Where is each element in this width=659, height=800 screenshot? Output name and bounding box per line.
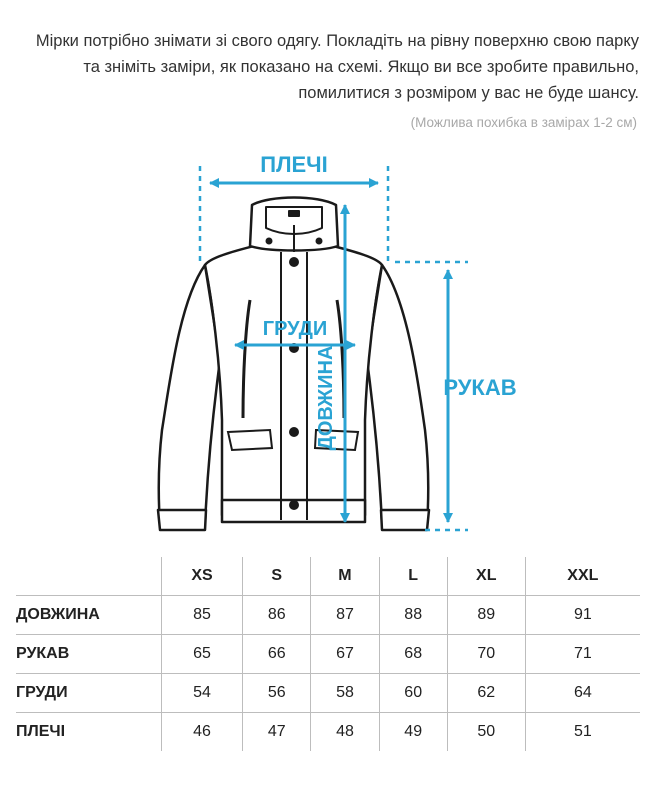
table-cell: 88 — [379, 596, 447, 635]
table-cell: 91 — [525, 596, 640, 635]
chest-label: ГРУДИ — [262, 318, 328, 340]
table-cell: 48 — [311, 713, 379, 752]
size-header: XL — [447, 557, 525, 596]
table-cell: 50 — [447, 713, 525, 752]
row-label: ПЛЕЧІ — [16, 713, 162, 752]
intro-text: Мірки потрібно знімати зі свого одягу. Покладіть на рівну поверхню свою парку та зніміть заміри, як показано на схемі. Якщо ви все зробите правильно, помилитися з розміром у вас не буде шансу. — [35, 32, 639, 102]
table-cell: 71 — [525, 635, 640, 674]
table-cell: 54 — [162, 674, 243, 713]
size-header: L — [379, 557, 447, 596]
table-cell: 68 — [379, 635, 447, 674]
size-header: XS — [162, 557, 243, 596]
table-cell: 51 — [573, 723, 592, 740]
table-cell: 86 — [243, 596, 311, 635]
sleeve-label: РУКАВ — [443, 375, 517, 400]
table-cell: 85 — [162, 596, 243, 635]
table-cell: 87 — [311, 596, 379, 635]
table-cell: 46 — [162, 713, 243, 752]
shoulders-label: ПЛЕЧІ — [260, 152, 328, 177]
table-cell: 89 — [447, 596, 525, 635]
table-row — [16, 596, 640, 635]
table-cell: 65 — [162, 635, 243, 674]
length-label: ДОВЖИНА — [315, 345, 337, 451]
table-cell: 56 — [243, 674, 311, 713]
size-header-row — [16, 557, 640, 596]
table-cell: 64 — [525, 674, 640, 713]
table-cell: 49 — [379, 713, 447, 752]
table-cell: 58 — [311, 674, 379, 713]
size-header: XXL — [525, 557, 640, 596]
table-cell: 66 — [243, 635, 311, 674]
table-corner — [16, 557, 162, 596]
table-cell: 67 — [311, 635, 379, 674]
size-table — [16, 557, 640, 751]
size-header: S — [243, 557, 311, 596]
table-row — [16, 713, 640, 752]
measurement-error-note: (Можлива похибка в замірах 1-2 см) — [410, 115, 637, 130]
table-cell: 70 — [447, 635, 525, 674]
table-cell: 47 — [243, 713, 311, 752]
row-label: ДОВЖИНА — [16, 596, 162, 635]
table-row — [16, 674, 640, 713]
row-label: ГРУДИ — [16, 674, 162, 713]
row-label: РУКАВ — [16, 635, 162, 674]
table-cell: 62 — [447, 674, 525, 713]
size-header: M — [311, 557, 379, 596]
table-row — [16, 635, 640, 674]
table-cell: 60 — [379, 674, 447, 713]
